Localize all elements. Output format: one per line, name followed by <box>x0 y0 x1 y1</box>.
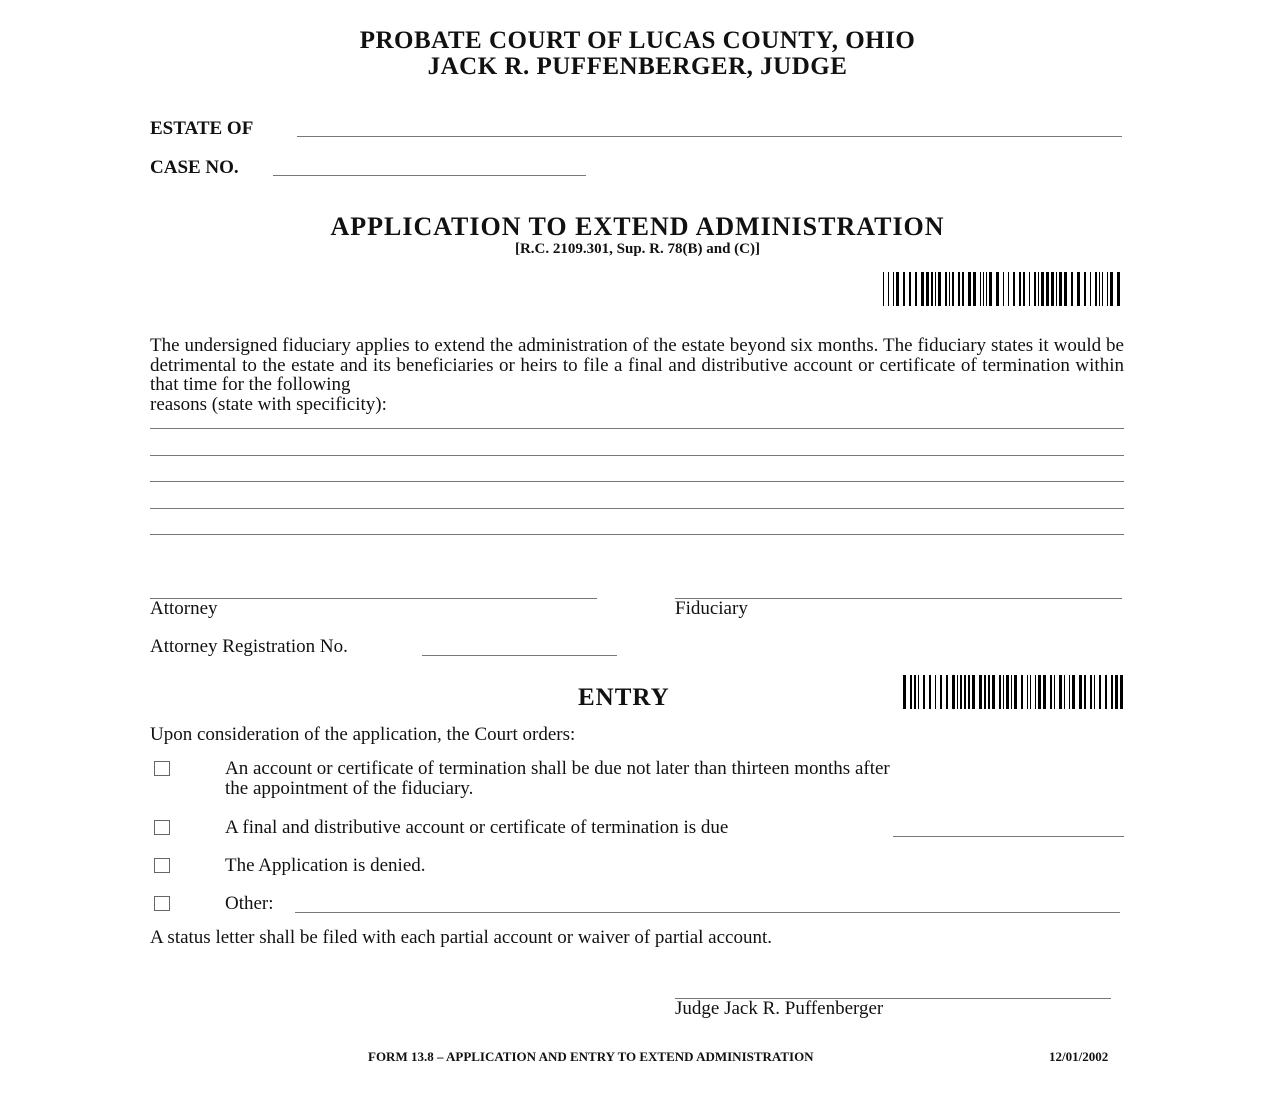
attorney-label: Attorney <box>150 598 218 619</box>
barcode-bar <box>1069 675 1070 709</box>
form-citation: [R.C. 2109.301, Sup. R. 78(B) and (C)] <box>514 241 761 257</box>
barcode-bar <box>883 272 884 306</box>
court-header <box>0 28 1275 80</box>
barcode-bar <box>1027 675 1028 709</box>
barcode-bar <box>968 675 970 709</box>
barcode-bar <box>888 272 889 306</box>
barcode-bar <box>949 272 950 306</box>
barcode-bar <box>1046 272 1049 306</box>
barcode-bar <box>1054 675 1055 709</box>
registration-number-field[interactable] <box>422 655 617 656</box>
barcode-bar <box>1110 272 1113 306</box>
barcode-bar <box>992 675 995 709</box>
barcode-bar <box>973 272 976 306</box>
barcode-bar <box>1090 272 1091 306</box>
barcode-bar <box>940 675 942 709</box>
barcode-bar <box>1013 272 1015 306</box>
barcode-bar <box>1019 272 1021 306</box>
barcode-bar <box>926 272 929 306</box>
judge-name: JACK R. PUFFENBERGER, JUDGE <box>427 53 848 80</box>
barcode-bar <box>1077 272 1080 306</box>
entry-title: ENTRY <box>578 684 670 711</box>
barcode-bar <box>1102 272 1103 306</box>
option-3-text: The Application is denied. <box>225 855 426 876</box>
barcode-bar <box>980 272 981 306</box>
barcode-bar <box>914 675 916 709</box>
barcode-bar <box>1079 675 1082 709</box>
barcode-bar <box>1003 272 1004 306</box>
barcode-bar <box>1107 272 1108 306</box>
form-title: APPLICATION TO EXTEND ADMINISTRATION <box>330 212 945 241</box>
barcode-bar <box>1008 272 1009 306</box>
barcode-bar <box>952 272 954 306</box>
barcode-bar <box>1099 675 1101 709</box>
barcode-bar <box>1105 675 1107 709</box>
registration-label: Attorney Registration No. <box>150 636 348 657</box>
court-name: PROBATE COURT OF LUCAS COUNTY, OHIO <box>359 27 916 54</box>
barcode-bar <box>910 675 912 709</box>
barcode-bar <box>972 675 975 709</box>
option-1-text <box>225 759 1125 799</box>
barcode-bar <box>1059 675 1062 709</box>
barcode-bar <box>1041 272 1044 306</box>
barcode-bar <box>968 272 971 306</box>
barcode-bar <box>931 272 933 306</box>
application-text-main: The undersigned fiduciary applies to extend the administration of the estate beyond six months. The fiduciary states it would be detrimental to the estate and its beneficiaries or heirs to file a final and distributive account or certificate of termination within that time for the following <box>150 335 1124 395</box>
barcode-bar <box>1120 675 1123 709</box>
estate-label: ESTATE OF <box>150 118 254 139</box>
barcode-bar <box>1084 675 1086 709</box>
barcode-bar <box>896 272 899 306</box>
barcode-bar <box>1034 272 1036 306</box>
option-4-checkbox[interactable] <box>154 896 170 911</box>
barcode-bar <box>979 675 982 709</box>
option-4-text: Other: <box>225 893 274 914</box>
barcode-2 <box>903 675 1125 709</box>
estate-field[interactable] <box>297 136 1122 137</box>
barcode-bar <box>1029 272 1030 306</box>
barcode-bar <box>984 675 986 709</box>
barcode-bar <box>1064 272 1067 306</box>
barcode-bar <box>1006 675 1009 709</box>
barcode-bar <box>1051 272 1054 306</box>
barcode-bar <box>1064 675 1065 709</box>
barcode-bar <box>1030 675 1031 709</box>
barcode-bar <box>964 675 966 709</box>
barcode-bar <box>946 675 948 709</box>
option-1-text-line1: An account or certificate of termination shall be due not later than thirteen months after <box>225 758 890 779</box>
barcode-bar <box>1111 675 1113 709</box>
status-note: A status letter shall be filed with each partial account or waiver of partial account. <box>150 927 773 948</box>
barcode-bar <box>935 675 936 709</box>
barcode-bar <box>1095 272 1097 306</box>
barcode-1 <box>883 272 1122 306</box>
barcode-bar <box>929 675 931 709</box>
barcode-bar <box>1003 675 1004 709</box>
barcode-bar <box>958 272 960 306</box>
barcode-bar <box>957 675 958 709</box>
barcode-bar <box>989 272 992 306</box>
barcode-bar <box>1056 272 1057 306</box>
barcode-bar <box>915 272 917 306</box>
option-3-checkbox[interactable] <box>154 858 170 873</box>
reason-line[interactable] <box>150 455 1124 456</box>
barcode-bar <box>1072 675 1075 709</box>
barcode-bar <box>1099 272 1100 306</box>
barcode-bar <box>1094 675 1095 709</box>
barcode-bar <box>1038 272 1039 306</box>
barcode-bar <box>952 675 955 709</box>
footer-form-name: FORM 13.8 – APPLICATION AND ENTRY TO EXTEND ADMINISTRATION <box>368 1049 814 1064</box>
barcode-bar <box>903 675 906 709</box>
barcode-bar <box>986 272 987 306</box>
barcode-bar <box>945 272 947 306</box>
reason-line[interactable] <box>150 481 1124 482</box>
barcode-bar <box>1043 675 1046 709</box>
barcode-bar <box>996 272 999 306</box>
barcode-bar <box>988 675 990 709</box>
option-1-text-line2: the appointment of the fiduciary. <box>225 778 474 799</box>
judge-signature-label: Judge Jack R. Puffenberger <box>675 998 884 1019</box>
barcode-bar <box>903 272 905 306</box>
barcode-bar <box>1084 272 1086 306</box>
barcode-bar <box>1071 272 1073 306</box>
barcode-bar <box>962 272 964 306</box>
barcode-bar <box>1023 272 1025 306</box>
application-text-end: reasons (state with specificity): <box>150 393 387 415</box>
barcode-bar <box>1050 675 1052 709</box>
barcode-bar <box>960 675 962 709</box>
barcode-bar <box>1014 675 1017 709</box>
barcode-bar <box>918 675 919 709</box>
footer-date: 12/01/2002 <box>1049 1049 1109 1064</box>
barcode-bar <box>1011 675 1012 709</box>
barcode-bar <box>1117 272 1120 306</box>
barcode-bar <box>923 675 925 709</box>
barcode-bar <box>999 675 1001 709</box>
other-field[interactable] <box>295 912 1120 913</box>
application-text <box>150 336 1124 414</box>
barcode-bar <box>1059 272 1062 306</box>
reason-line[interactable] <box>150 508 1124 509</box>
fiduciary-label: Fiduciary <box>675 598 748 619</box>
barcode-bar <box>1090 675 1092 709</box>
barcode-bar <box>1021 675 1023 709</box>
barcode-bar <box>1035 675 1036 709</box>
barcode-bar <box>938 272 941 306</box>
case-number-field[interactable] <box>273 175 586 176</box>
reason-line[interactable] <box>150 428 1124 429</box>
due-date-field[interactable] <box>893 836 1124 837</box>
option-2-checkbox[interactable] <box>154 820 170 835</box>
case-label: CASE NO. <box>150 157 239 178</box>
barcode-bar <box>1038 675 1041 709</box>
entry-intro: Upon consideration of the application, the Court orders: <box>150 724 576 745</box>
reason-line[interactable] <box>150 534 1124 535</box>
option-2-text: A final and distributive account or certificate of termination is due <box>225 817 729 838</box>
option-1-checkbox[interactable] <box>154 761 170 776</box>
barcode-bar <box>935 272 936 306</box>
barcode-bar <box>1115 675 1118 709</box>
barcode-bar <box>983 272 984 306</box>
barcode-bar <box>921 272 924 306</box>
barcode-bar <box>909 272 911 306</box>
barcode-bar <box>893 272 894 306</box>
